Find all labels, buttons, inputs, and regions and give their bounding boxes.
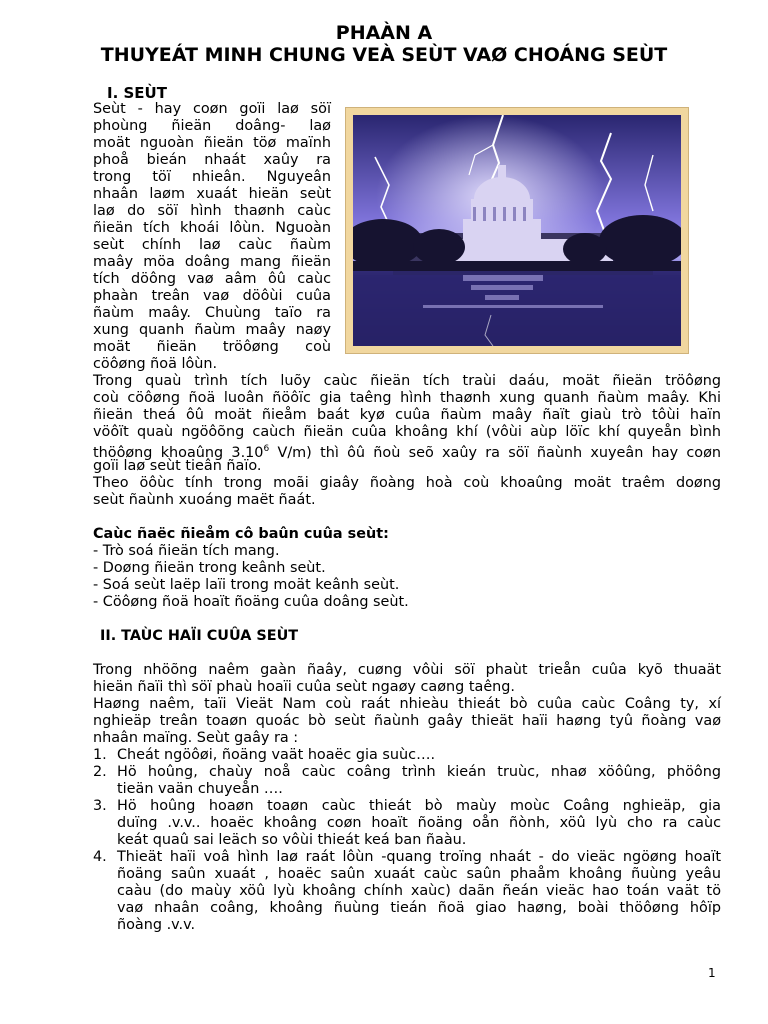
intro-line: Trong nhöõng naêm gaàn ñaây, cuøng vôùi söï phaùt trieån cuûa kyõ thuaät [93,662,721,678]
formula-post: V/m) thì ôû ñoù seõ xaûy ra söï ñaùnh xuyeân hay coøn [269,444,721,461]
list-number: 4. [93,849,107,865]
feature-item: - Doøng ñieän trong keânh seùt. [93,560,326,576]
paragraph-line: vöôït quaù ngöôõng caùch ñieän cuûa khoâng khí (vôùi aùp löïc khí quyeån bình [93,424,721,440]
paragraph-line: goïi laø seùt tieân ñaïo. [93,458,262,474]
list-line: caàu (do maùy xöû lyù khoâng chính xaùc) daãn ñeán vieäc hao toán vaät tö [117,883,721,899]
list-line: Thieät haïi voâ hình laø raát lôùn -quang troïng nhaát - do vieäc ngöøng hoaït [117,849,721,865]
wrap-line: nhaân laøm xuaát hieän seùt [93,186,331,202]
lightning-photo [345,107,689,354]
list-line: vaø nhaân coâng, khoâng ñuùng tieán ñoä giao haøng, boài thöôøng hôïp [117,900,721,916]
formula-exponent: 6 [263,444,270,454]
list-number: 2. [93,764,107,780]
wrap-line: moät nguoàn ñieän töø maïnh [93,135,331,151]
feature-item: - Cöôøng ñoä hoaït ñoäng cuûa doâng seùt. [93,594,409,610]
document-title: THUYEÁT MINH CHUNG VEÀ SEÙT VAØ CHOÁNG SEÙT [100,44,668,66]
wrap-line: Seùt - hay coøn goïi laø söï [93,101,331,117]
paragraph-line: ñieän theá ôû moät ñieåm baát kyø cuûa ñaùm maây ñaït giaù trò tôùi haïn [93,407,721,423]
wrap-line: ñaùm maây. Chuùng taïo ra [93,305,331,321]
wrap-line: moät ñieän tröôøng coù [93,339,331,355]
lightning-photo-image [353,115,681,346]
list-number: 3. [93,798,107,814]
paragraph-line: Theo öôùc tính trong moãi giaây ñoàng hoà coù khoaûng moät traêm doøng [93,475,721,491]
wrap-line: phaàn treân vaø döôùi cuûa [93,288,331,304]
paragraph-line: Trong quaù trình tích luõy caùc ñieän tích traùi daáu, moät ñieän tröôøng [93,373,721,389]
features-heading: Caùc ñaëc ñieåm cô baûn cuûa seùt: [93,526,389,542]
list-number: 1. [93,747,107,763]
feature-item: - Soá seùt laëp laïi trong moät keânh seùt. [93,577,400,593]
list-line: ñoàng .v.v. [117,917,196,933]
part-label: PHAÀN A [335,22,433,44]
page-number: 1 [708,966,716,980]
wrap-line: cöôøng ñoä lôùn. [93,356,218,372]
list-line: keát quaû sai leäch so vôùi thieát keá ban ñaàu. [117,832,467,848]
formula-pre: thöôøng khoaûng 3.10 [93,444,264,461]
list-line: Cheát ngöôøi, ñoäng vaät hoaëc gia suùc…. [117,747,436,763]
list-line: Hö hoûng hoaøn toaøn caùc thieát bò maùy moùc Coâng nghieäp, gia [117,798,721,814]
list-line: tieän vaän chuyeån …. [117,781,283,797]
paragraph-line: seùt ñaùnh xuoáng maët ñaát. [93,492,316,508]
wrap-line: seùt chính laø caùc ñaùm [93,237,331,253]
intro-line: hieän ñaïi thì söï phaù hoaïi cuûa seùt ngaøy caøng taêng. [93,679,516,695]
wrap-line: ñieän tích khoái lôùn. Nguoàn [93,220,331,236]
section2-heading: II. TAÙC HAÏI CUÛA SEÙT [100,628,299,644]
wrap-line: phoùng ñieän doâng- laø [93,118,331,134]
wrap-line: trong töï nhieân. Nguyeân [93,169,331,185]
wrap-line: laø do söï hình thaønh caùc [93,203,331,219]
list-line: duïng .v.v.. hoaëc khoâng coøn hoaït ñoäng oån ñònh, xöû lyù cho ra caùc [117,815,721,831]
section1-heading: I. SEÙT [107,84,167,102]
wrap-line: xung quanh ñaùm maây naøy [93,322,331,338]
intro-line: nhaân maïng. Seùt gaây ra : [93,730,299,746]
intro-line: nghieäp treân toaøn quoác bò seùt ñaùnh gaây thieät haïi haøng tyû ñoàng vaø [93,713,721,729]
list-line: Hö hoûng, chaùy noå caùc coâng trình kieán truùc, nhaø xöôûng, phöông [117,764,721,780]
wrap-line: tích döông vaø aâm ôû caùc [93,271,331,287]
wrap-line: phoå bieán nhaát xaûy ra [93,152,331,168]
list-line: ñoäng saûn xuaát , hoaëc saûn xuaát caùc saûn phaåm khoâng ñuùng yeâu [117,866,721,882]
paragraph-line: coù cöôøng ñoä luoân ñöôïc gia taêng hình thaønh xung quanh ñaùm maây. Khi [93,390,721,406]
wrap-line: maây möa doâng mang ñieän [93,254,331,270]
intro-line: Haøng naêm, taïi Vieät Nam coù raát nhieàu thieát bò cuûa caùc Coâng ty, xí [93,696,721,712]
feature-item: - Trò soá ñieän tích mang. [93,543,280,559]
